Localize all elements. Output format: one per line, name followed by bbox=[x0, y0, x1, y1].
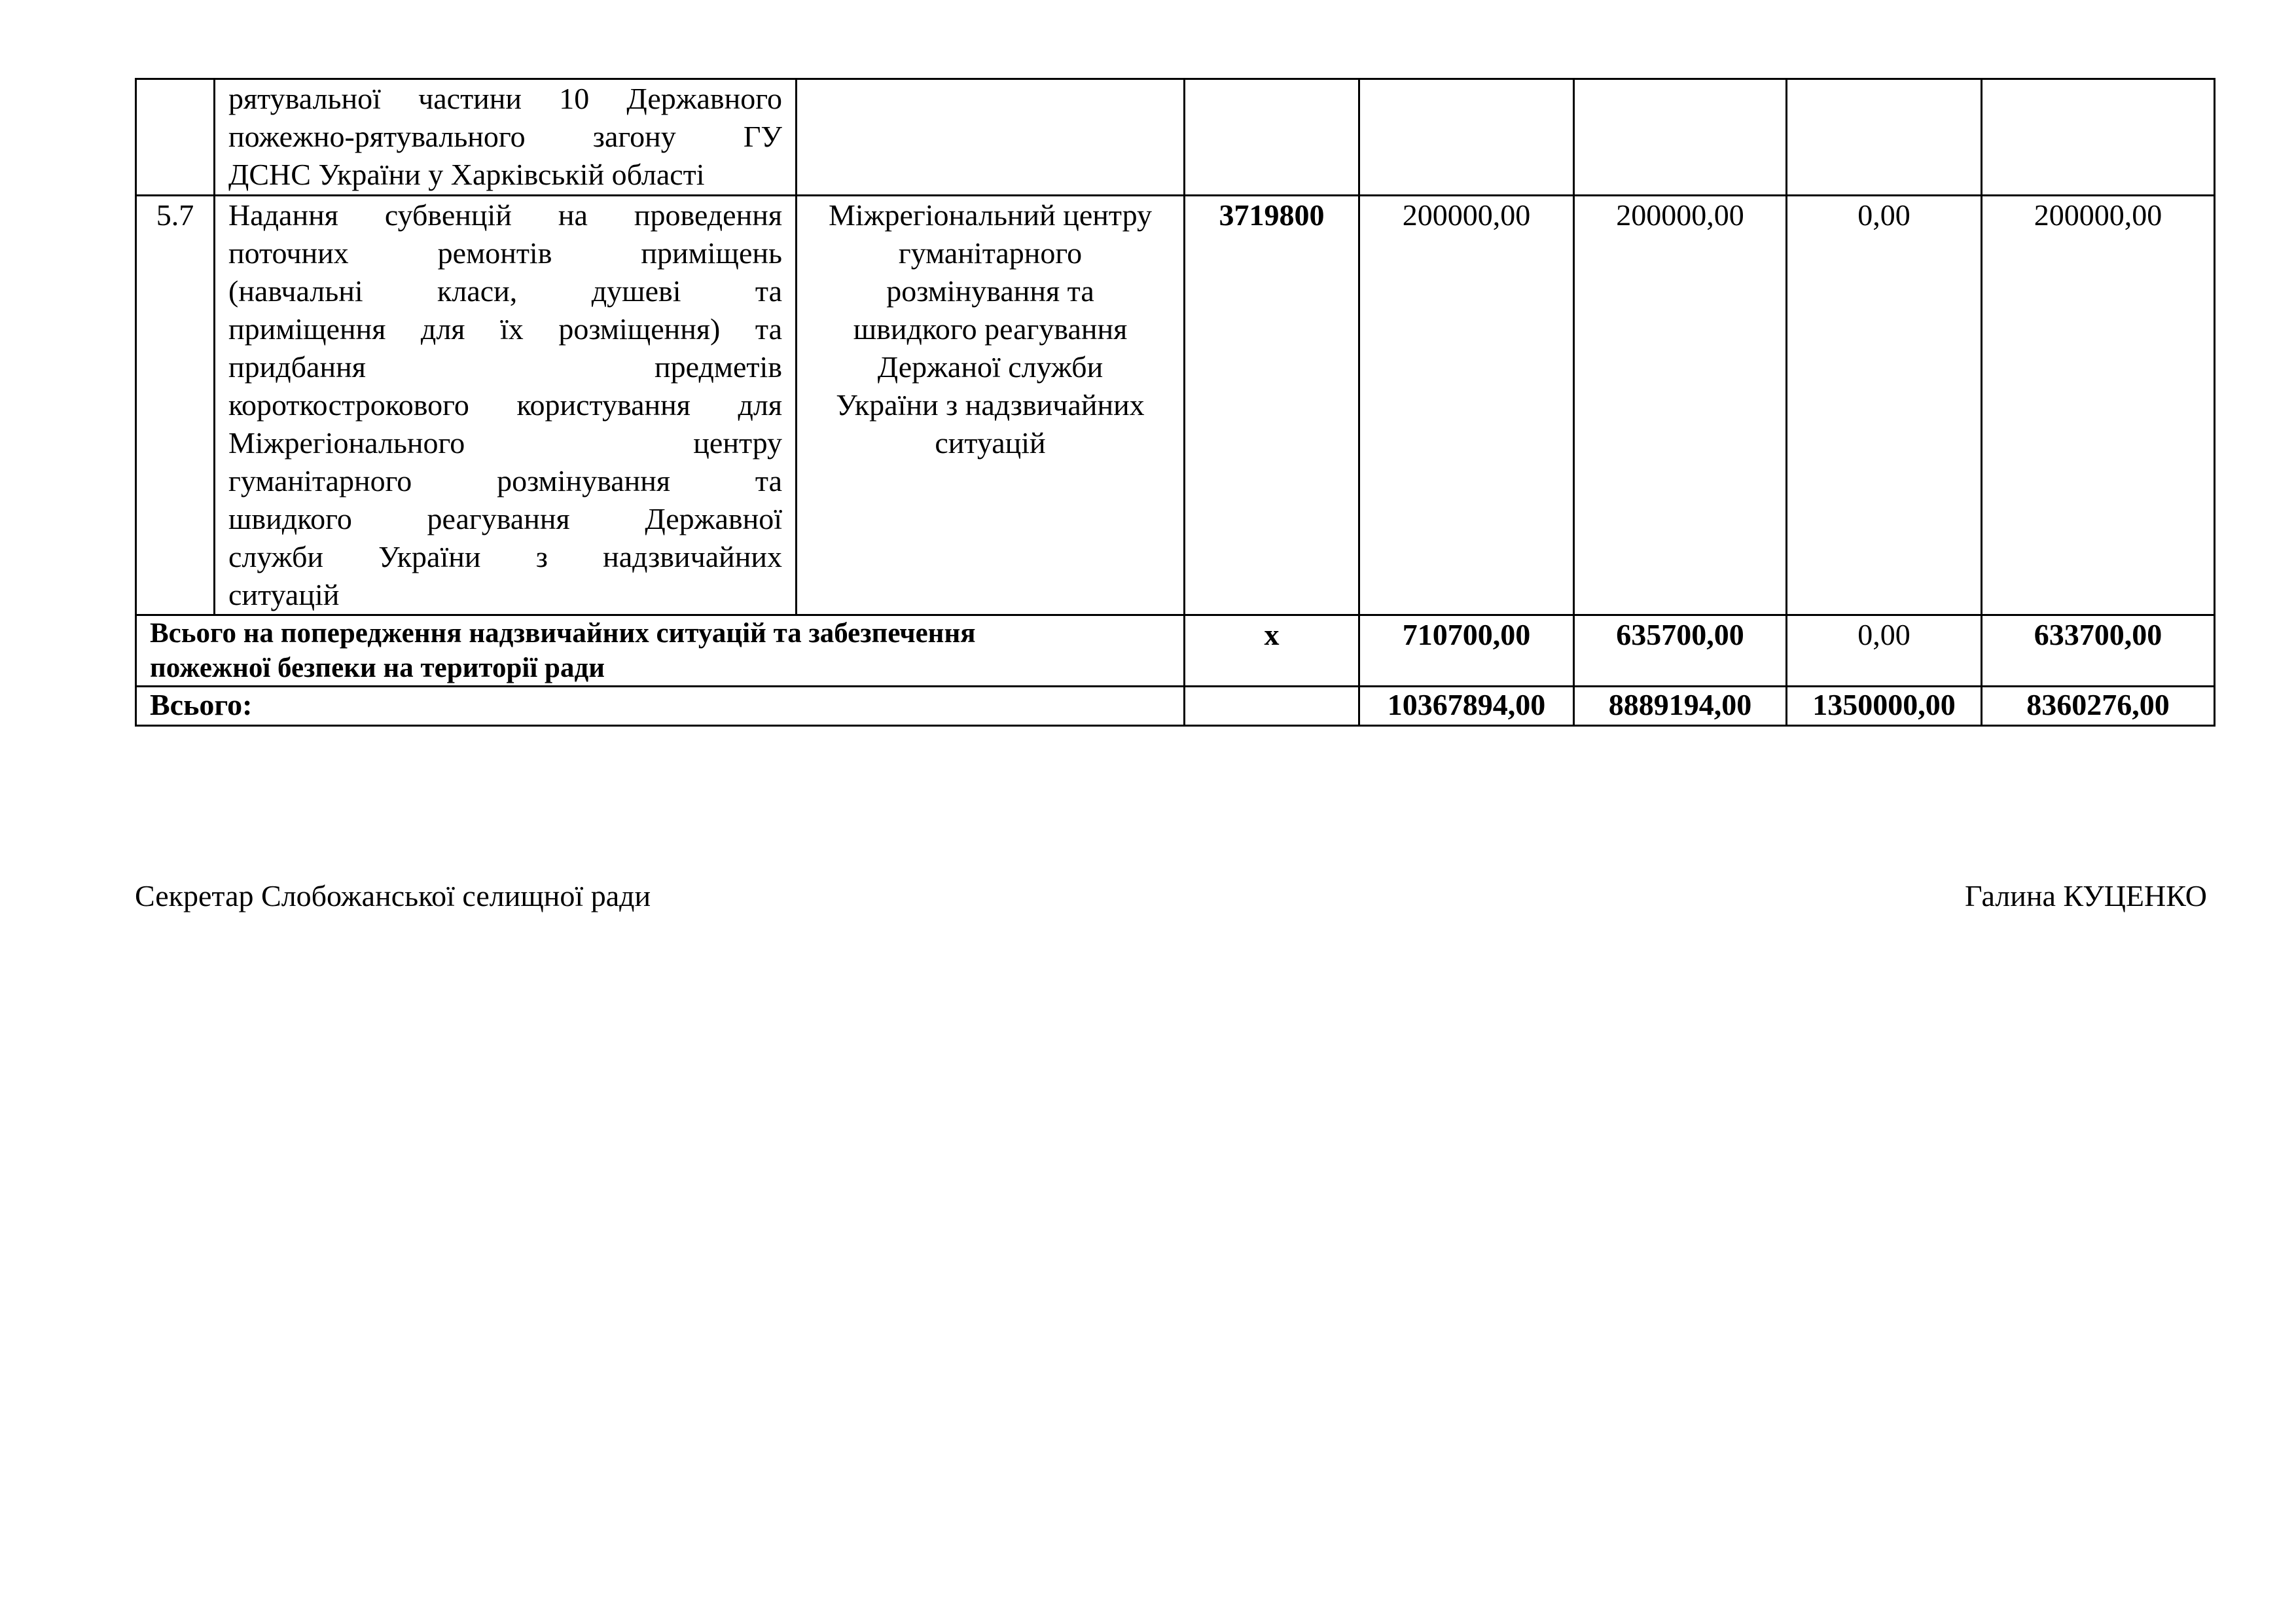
table-row-continuation bbox=[136, 79, 2215, 196]
grand-total-label: Всього: bbox=[136, 687, 1185, 726]
executor-line: розмінування та bbox=[886, 274, 1094, 308]
executor-cell bbox=[797, 196, 1185, 615]
total-cell bbox=[1359, 79, 1574, 196]
transfer-cell: 200000,00 bbox=[1982, 196, 2215, 615]
subtotal-label-line: пожежної безпеки на території ради bbox=[150, 653, 605, 683]
total-cell: 200000,00 bbox=[1359, 196, 1574, 615]
code-cell bbox=[1185, 79, 1359, 196]
program-name-line: Міжрегіонального центру bbox=[228, 426, 782, 460]
transfer-cell: 8360276,00 bbox=[1982, 687, 2215, 726]
executor-cell bbox=[797, 79, 1185, 196]
program-name-line: ДСНС України у Харківській області bbox=[228, 158, 705, 191]
subtotal-label-line: Всього на попередження надзвичайних ситуацій та забезпечення bbox=[150, 618, 976, 649]
executor-line: ситуацій bbox=[935, 426, 1046, 460]
budget-table bbox=[135, 78, 2215, 727]
program-name-line: придбання предметів bbox=[228, 350, 782, 384]
total-cell: 710700,00 bbox=[1359, 615, 1574, 687]
executor-line: гуманітарного bbox=[898, 236, 1083, 270]
special-fund-cell bbox=[1787, 79, 1982, 196]
general-fund-cell: 200000,00 bbox=[1574, 196, 1787, 615]
program-name-line: короткострокового користування для bbox=[228, 388, 782, 422]
signatory-name: Галина КУЦЕНКО bbox=[1965, 879, 2207, 912]
transfer-cell bbox=[1982, 79, 2215, 196]
subtotal-label-cell bbox=[136, 615, 1185, 687]
executor-line: швидкого реагування bbox=[853, 312, 1128, 346]
program-name-cell bbox=[215, 196, 797, 615]
code-cell bbox=[1185, 687, 1359, 726]
program-name-line: ситуацій bbox=[228, 578, 340, 611]
general-fund-cell bbox=[1574, 79, 1787, 196]
special-fund-cell: 0,00 bbox=[1787, 196, 1982, 615]
general-fund-cell: 635700,00 bbox=[1574, 615, 1787, 687]
special-fund-cell: 0,00 bbox=[1787, 615, 1982, 687]
executor-line: України з надзвичайних bbox=[836, 388, 1145, 422]
table-row-grand-total bbox=[136, 687, 2215, 726]
program-name-line: гуманітарного розмінування та bbox=[228, 464, 782, 497]
program-name-line: поточних ремонтів приміщень bbox=[228, 236, 782, 270]
program-name-line: пожежно-рятувального загону ГУ bbox=[228, 120, 782, 153]
transfer-cell: 633700,00 bbox=[1982, 615, 2215, 687]
table-row-5-7 bbox=[136, 196, 2215, 615]
program-name-line: Надання субвенцій на проведення bbox=[228, 198, 782, 232]
program-name-line: швидкого реагування Державної bbox=[228, 502, 782, 535]
signature-block bbox=[135, 877, 2207, 915]
row-number-cell bbox=[136, 79, 215, 196]
program-name-line: рятувальної частини 10 Державного bbox=[228, 82, 782, 115]
program-name-line: приміщення для їх розміщення) та bbox=[228, 312, 782, 346]
signatory-position: Секретар Слобожанської селищної ради bbox=[135, 879, 651, 912]
special-fund-cell: 1350000,00 bbox=[1787, 687, 1982, 726]
table-row-subtotal bbox=[136, 615, 2215, 687]
program-name-line: служби України з надзвичайних bbox=[228, 540, 782, 573]
executor-line: Держаної служби bbox=[877, 350, 1103, 384]
total-cell: 10367894,00 bbox=[1359, 687, 1574, 726]
row-number-cell: 5.7 bbox=[136, 196, 215, 615]
general-fund-cell: 8889194,00 bbox=[1574, 687, 1787, 726]
code-cell: 3719800 bbox=[1185, 196, 1359, 615]
program-name-line: (навчальні класи, душеві та bbox=[228, 274, 782, 308]
executor-line: Міжрегіональний центру bbox=[829, 198, 1152, 232]
program-name-cell bbox=[215, 79, 797, 196]
code-cell: х bbox=[1185, 615, 1359, 687]
